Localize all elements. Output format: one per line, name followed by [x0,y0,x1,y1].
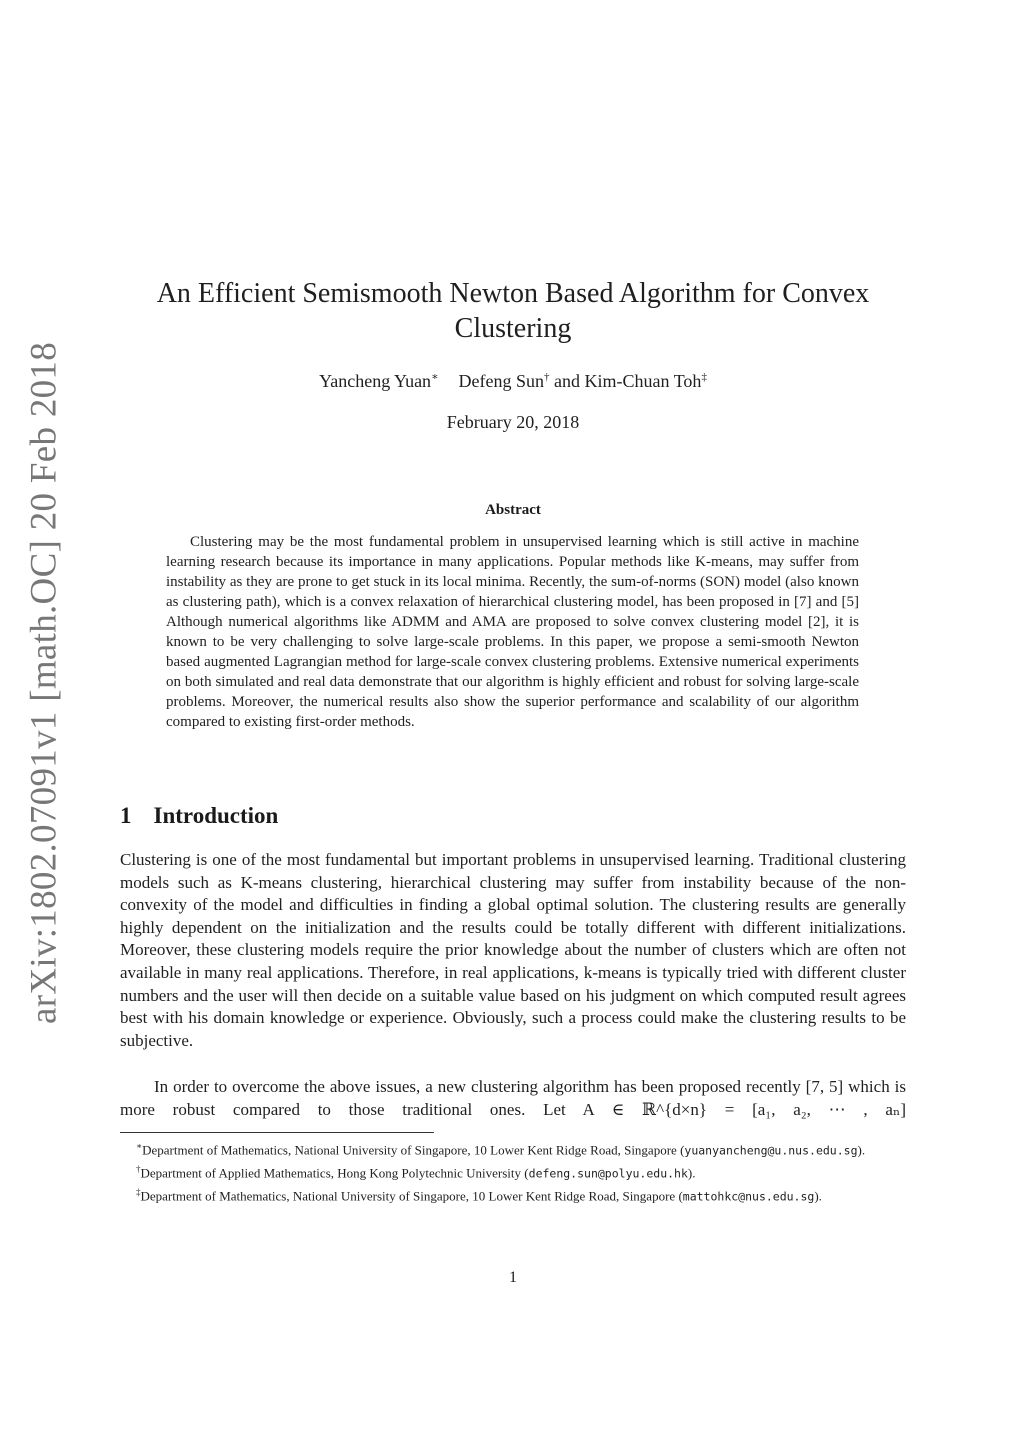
footnotes [120,1137,906,1205]
section-number: 1 [120,803,132,828]
publication-date: February 20, 2018 [446,412,580,432]
intro-paragraph-2: In order to overcome the above issues, a new clustering algorithm has been proposed recently [7, 5] which is more robust compared to those traditional ones. Let A ∈ ℝ^{d×n} = [a₁, a₂, ⋯ , aₙ] [120,1077,906,1119]
author-conjunction: and [554,371,581,391]
paren-open: ( [680,1142,685,1158]
footnote-text: Department of Applied Mathematics, Hong Kong Polytechnic University [140,1165,522,1181]
paren-close: ). [687,1165,696,1181]
page-number: 1 [509,1269,517,1286]
title-line-1: An Efficient Semismooth Newton Based Algorithm for Convex [156,278,870,309]
footnote-mark: ∗ [431,371,439,383]
footnote-affiliation-toh [120,1183,906,1206]
footnote-mark: † [136,1163,141,1174]
author-name: Kim-Chuan Toh [584,371,702,391]
arxiv-sidebar [0,0,80,1448]
footnote-mark: ‡ [701,371,707,383]
paren-open: ( [678,1187,683,1203]
footnote-mark: † [544,371,550,383]
footnote-text: Department of Mathematics, National University of Singapore, 10 Lower Kent Ridge Road, Singapore [140,1187,676,1203]
author-list [120,370,906,392]
footnote-divider [120,1132,434,1133]
email-link[interactable]: defeng.sun@polyu.edu.hk [528,1166,688,1181]
paren-open: ( [521,1165,529,1181]
author-name: Yancheng Yuan [319,371,432,391]
author-yuan [319,370,438,392]
abstract-heading: Abstract [485,502,541,518]
paren-close: ). [814,1187,822,1203]
email-link[interactable]: mattohkc@nus.edu.sg [682,1188,815,1203]
footnote-affiliation-yuan [120,1137,906,1160]
intro-paragraph-1: Clustering is one of the most fundamental but important problems in unsupervised learning. Traditional clustering models such as K-means clustering, hierarchical clustering may suffer from instability because of the non-convexity of the model and difficulties in finding a global optimal solution. The clustering results are generally highly dependent on the initialization and the results could be totally different with different initializations. Moreover, these clustering models require the prior knowledge about the number of clusters which are often not available in many real applications. Therefore, in real applications, k-means is typically tried with different cluster numbers and the user will then decide on a suitable value based on his judgment on which computed result agrees best with his domain knowledge or experience. Obviously, such a process could make the clustering results to be subjective. [120,850,906,1050]
section-heading-introduction [120,803,278,829]
footnote-mark: ∗ [136,1141,143,1151]
author-name: Defeng Sun [458,371,545,391]
paren-close: ). [857,1142,866,1158]
abstract-text: Clustering may be the most fundamental problem in unsupervised learning which is still active in machine learning research because its importance in many applications. Popular methods like K-means, may suffer from instability as they are prone to get stuck in its local minima. Recently, the sum-of-norms (SON) model (also known as clustering path), which is a convex relaxation of hierarchical clustering model, has been proposed in [7] and [5] Although numerical algorithms like ADMM and AMA are proposed to solve convex clustering model [2], it is known to be very challenging to solve large-scale problems. In this paper, we propose a semi-smooth Newton based augmented Lagrangian method for large-scale convex clustering problems. Extensive numerical experiments on both simulated and real data demonstrate that our algorithm is highly efficient and robust for solving large-scale problems. Moreover, the numerical results also show the superior performance and scalability of our algorithm compared to existing first-order methods. [166,534,859,730]
email-link[interactable]: yuanyancheng@u.nus.edu.sg [684,1143,858,1158]
author-toh [585,371,707,392]
title-line-2: Clustering [454,313,572,344]
section-title: Introduction [153,803,279,828]
footnote-text: Department of Mathematics, National University of Singapore, 10 Lower Kent Ridge Road, Singapore [142,1142,677,1158]
author-sun [459,371,550,392]
arxiv-identifier: arXiv:1802.07091v1 [math.OC] 20 Feb 2018 [23,341,65,1025]
footnote-affiliation-sun [120,1160,906,1183]
footnote-mark: ‡ [136,1186,141,1197]
paper-title [120,276,906,346]
